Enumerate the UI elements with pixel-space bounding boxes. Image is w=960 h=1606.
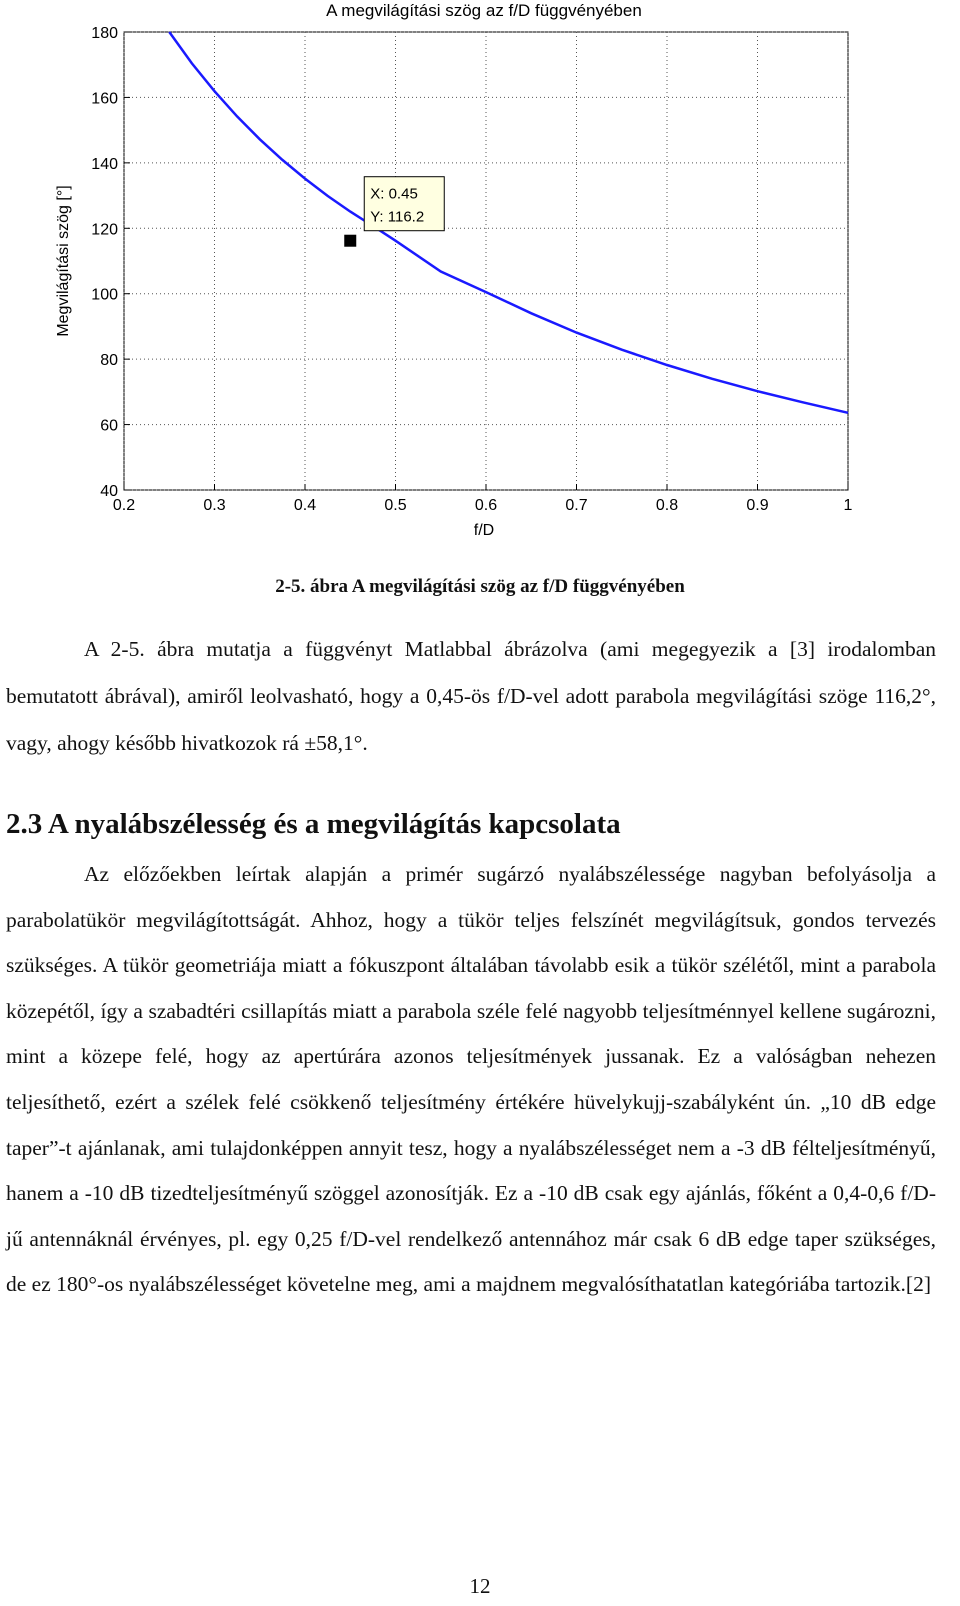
matlab-plot [0, 0, 960, 560]
y-tick-label: 120 [91, 221, 118, 239]
x-tick-label: 0.6 [474, 497, 498, 514]
y-tick-label: 180 [91, 25, 118, 42]
section-heading: 2.3 A nyalábszélesség és a megvilágítás kapcsolata [6, 808, 621, 840]
x-tick-label: 0.4 [293, 497, 317, 514]
x-tick-label: 1 [843, 497, 853, 514]
y-tick-label: 100 [91, 286, 118, 304]
y-tick-label: 80 [100, 352, 118, 370]
page-number: 12 [469, 1574, 491, 1598]
y-tick-label: 160 [91, 90, 118, 108]
paragraph-beamwidth: Az előzőekben leírtak alapján a primér sugárzó nyalábszélessége nagyban befolyásolja a parabolatükör megvilágítottságát. Ahhoz, hogy a tükör teljes felszínét megvilágítsuk, gondos tervezés szükséges. A tükör geometriája miatt a fókuszpont általában távolabb esik a tükör szélétől, mint a parabola közepétől, így a szabadtéri csillapítás miatt a parabola széle felé nagyobb teljesítménnyel kellene sugározni, mint a közepe felé, hogy az apertúrára azonos teljesítmények jussanak. Ez a valóságban nehezen teljesíthető, ezért a szélek felé csökkenő teljesítmény értékére hüvelykujj-szabályként ún. „10 dB edge taper”-t ajánlanak, ami tulajdonképpen annyit tesz, hogy a nyalábszélességet nem a -3 dB félteljesítményű, hanem a -10 dB tizedteljesítményű szöggel azonosítják. Ez a -10 dB csak egy ajánlás, főként a 0,4-0,6 f/D-jű antennáknál érvényes, pl. egy 0,25 f/D-vel rendelkező antennához már csak 6 dB edge taper szükséges, de ez 180°-os nyalábszélességet követelne meg, ami a majdnem megvalósíthatatlan kategóriába tartozik.[2] [6, 862, 936, 1297]
y-tick-label: 140 [91, 155, 118, 173]
datatip-y-label: Y: 116.2 [370, 208, 425, 226]
plot-title: A megvilágítási szög az f/D függvényében [326, 1, 642, 20]
x-axis-label: f/D [473, 522, 495, 539]
x-tick-label: 0.3 [203, 497, 226, 514]
datatip-marker [344, 235, 356, 247]
x-tick-label: 0.5 [384, 497, 407, 514]
y-tick-label: 60 [100, 417, 118, 435]
x-tick-label: 0.9 [746, 497, 769, 514]
datatip-x-label: X: 0.45 [370, 185, 418, 203]
paragraph-figure-description: A 2-5. ábra mutatja a függvényt Matlabbal ábrázolva (ami megegyezik a [3] irodalomban bemutatott ábrával), amiről leolvasható, hogy a 0,45-ös f/D-vel adott parabola megvilágítási szöge 116,2°, vagy, ahogy később hivatkozok rá ±58,1°. [6, 637, 936, 755]
x-tick-label: 0.2 [112, 497, 136, 514]
x-tick-label: 0.7 [565, 497, 588, 514]
figure-caption: 2-5. ábra A megvilágítási szög az f/D függvényében [275, 576, 685, 597]
y-tick-label: 40 [100, 483, 118, 500]
x-tick-label: 0.8 [655, 497, 679, 514]
y-axis-label: Megvilágítási szög [°] [55, 185, 72, 337]
